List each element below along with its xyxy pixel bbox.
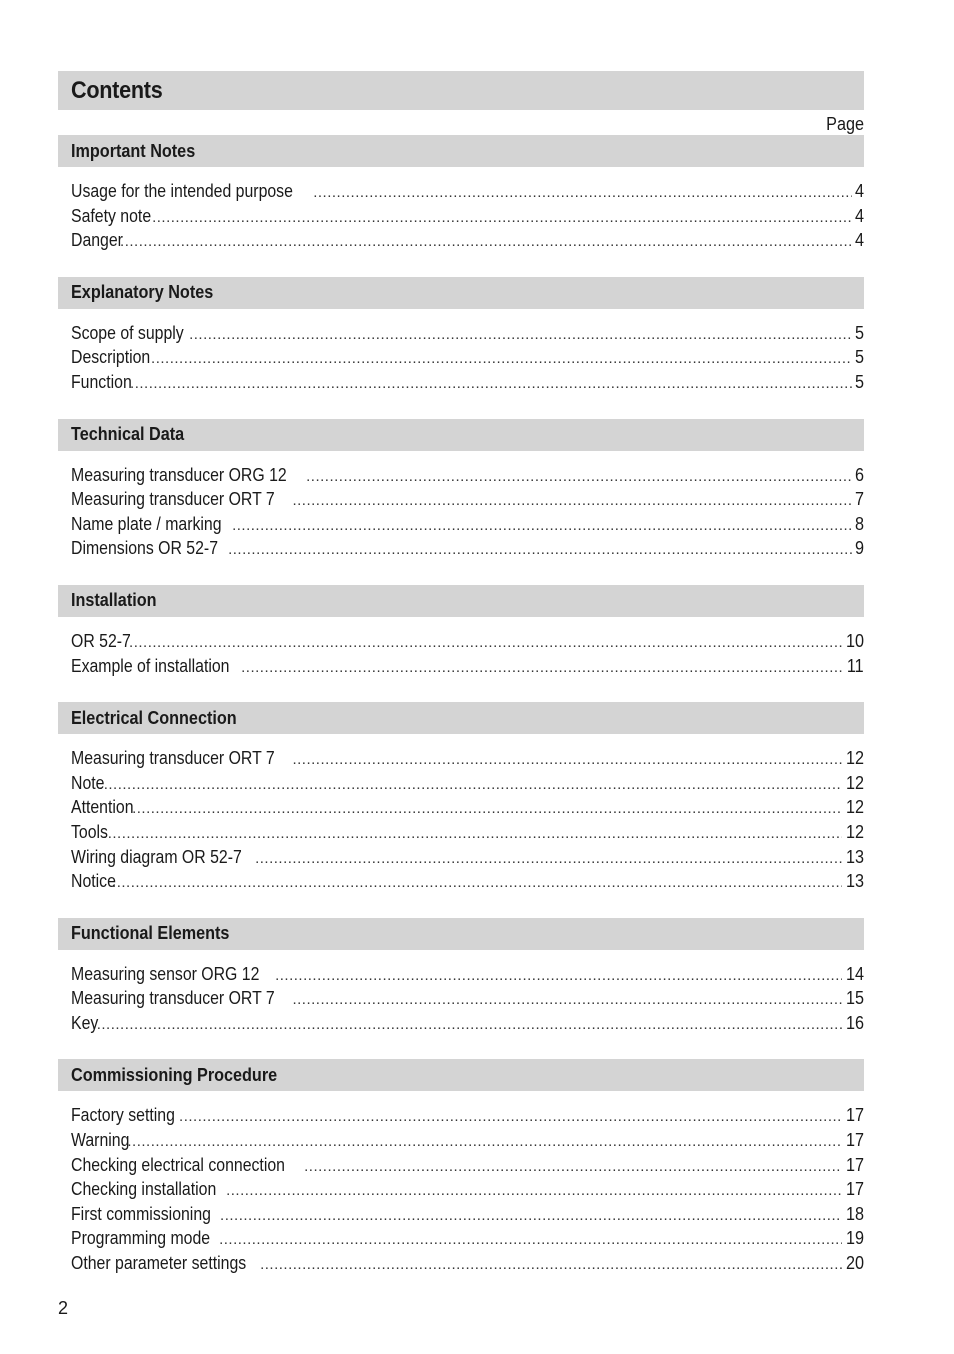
toc-entry-label: Programming mode (71, 1228, 211, 1249)
toc-entry[interactable] (58, 1202, 864, 1227)
toc-section (58, 277, 864, 395)
dot-leader (292, 988, 842, 1013)
section-heading: Technical Data (71, 424, 185, 445)
section-heading: Electrical Connection (71, 707, 237, 728)
toc-section (58, 702, 864, 894)
toc-entry-label: Danger (71, 230, 123, 251)
toc-entry-page: 17 (845, 1130, 864, 1151)
dot-leader (103, 822, 842, 847)
dot-leader (306, 465, 852, 490)
toc-entry[interactable] (58, 370, 864, 395)
toc-entry[interactable] (58, 345, 864, 370)
toc-entry[interactable] (58, 1251, 864, 1276)
toc-entry[interactable] (58, 179, 864, 204)
dot-leader (292, 748, 842, 773)
toc-entry-label: Dimensions OR 52-7 (71, 538, 219, 559)
section-heading-bar (58, 135, 864, 167)
toc-entry-page: 4 (854, 230, 864, 251)
dot-leader (112, 871, 842, 896)
toc-entry-label: Example of installation (71, 655, 230, 676)
toc-entry[interactable] (58, 1153, 864, 1178)
dot-leader (275, 964, 842, 989)
dot-leader (220, 1204, 842, 1229)
section-heading-bar (58, 585, 864, 617)
toc-entry[interactable] (58, 845, 864, 870)
toc-section (58, 419, 864, 561)
toc-entry-page: 5 (854, 371, 864, 392)
dot-leader (127, 1130, 842, 1155)
toc-entry[interactable] (58, 487, 864, 512)
dot-leader (226, 1179, 842, 1204)
dot-leader (241, 656, 843, 681)
toc-entry-label: Scope of supply (71, 322, 184, 343)
toc-entry-page: 17 (845, 1154, 864, 1175)
dot-leader (179, 1105, 842, 1130)
toc-entry-label: First commissioning (71, 1203, 211, 1224)
dot-leader (228, 538, 852, 563)
toc-section (58, 585, 864, 678)
dot-leader (129, 631, 842, 656)
toc-entry[interactable] (58, 771, 864, 796)
section-heading-bar (58, 918, 864, 950)
toc-entry-label: Wiring diagram OR 52-7 (71, 846, 242, 867)
toc-entry-label: Factory setting (71, 1105, 175, 1126)
toc-entry[interactable] (58, 1011, 864, 1036)
page-number: 2 (58, 1298, 69, 1318)
toc-entry-label: Tools (71, 821, 108, 842)
toc-entry-label: Checking installation (71, 1179, 217, 1200)
toc-entry-page: 19 (845, 1228, 864, 1249)
dot-leader (260, 1253, 842, 1278)
toc-entry-label: Safety note (71, 205, 152, 226)
toc-entry[interactable] (58, 746, 864, 771)
dot-leader (189, 323, 852, 348)
toc-entry-label: Usage for the intended purpose (71, 181, 293, 201)
toc-entry-label: Measuring transducer ORT 7 (71, 988, 275, 1009)
section-heading-bar (58, 1059, 864, 1091)
page-column-label: Page (826, 114, 864, 134)
toc-entry-label: Measuring transducer ORT 7 (71, 748, 275, 769)
section-heading: Commissioning Procedure (71, 1064, 278, 1085)
dot-leader (152, 206, 852, 231)
dot-leader (304, 1155, 842, 1180)
toc-entry[interactable] (58, 536, 864, 561)
dot-leader (255, 847, 842, 872)
section-heading: Installation (71, 590, 157, 611)
toc-entry-label: Note (71, 772, 105, 793)
dot-leader (219, 1228, 842, 1253)
contents-page (58, 71, 864, 1300)
toc-entry[interactable] (58, 1103, 864, 1128)
dot-leader (292, 489, 852, 514)
toc-entry-page: 7 (854, 489, 864, 510)
toc-entry[interactable] (58, 869, 864, 894)
toc-entry-label: Other parameter settings (71, 1253, 247, 1274)
toc-entry-label: Key (71, 1012, 99, 1033)
dot-leader (120, 230, 852, 255)
toc-entry-page: 12 (845, 821, 864, 842)
toc-entry[interactable] (58, 820, 864, 845)
toc-entry-page: 12 (845, 772, 864, 793)
section-heading: Explanatory Notes (71, 282, 214, 303)
toc-entry-label: Measuring sensor ORG 12 (71, 963, 260, 984)
section-heading-bar (58, 277, 864, 309)
toc-section (58, 1059, 864, 1275)
section-heading: Functional Elements (71, 923, 230, 944)
toc-entry-page: 13 (845, 846, 864, 867)
dot-leader (99, 773, 842, 798)
toc-entry-label: Attention (71, 797, 134, 818)
toc-entry[interactable] (58, 204, 864, 229)
dot-leader (232, 514, 852, 539)
title-bar (58, 71, 864, 110)
toc-entry[interactable] (58, 1177, 864, 1202)
toc-entry-label: Measuring transducer ORG 12 (71, 464, 287, 485)
toc-entry-page: 17 (845, 1179, 864, 1200)
toc-section (58, 135, 864, 253)
toc-entry-page: 12 (845, 748, 864, 769)
toc-entry[interactable] (58, 654, 864, 679)
toc-entry-page: 13 (845, 871, 864, 892)
toc-entry-page: 5 (854, 322, 864, 343)
toc-entry-page: 8 (854, 513, 864, 534)
dot-leader (132, 797, 842, 822)
toc-entry[interactable] (58, 463, 864, 488)
section-heading-bar (58, 702, 864, 734)
toc-entry[interactable] (58, 1226, 864, 1251)
toc-entry-page: 17 (845, 1105, 864, 1126)
toc-entry-page: 14 (845, 963, 864, 984)
toc-section (58, 918, 864, 1036)
toc-entry[interactable] (58, 986, 864, 1011)
toc-entry-page: 10 (845, 630, 864, 651)
toc-entry[interactable] (58, 512, 864, 537)
toc-entry[interactable] (58, 321, 864, 346)
toc-entry-page: 20 (845, 1253, 864, 1274)
toc-entry-page: 15 (845, 988, 864, 1009)
toc-entry-page: 12 (845, 797, 864, 818)
dot-leader (92, 1013, 842, 1038)
dot-leader (313, 181, 852, 206)
page-title: Contents (71, 76, 163, 104)
section-heading-bar (58, 419, 864, 451)
dot-leader (130, 372, 852, 397)
toc-entry-label: Checking electrical connection (71, 1154, 285, 1175)
toc-sections (58, 135, 864, 1276)
toc-entry-page: 18 (845, 1203, 864, 1224)
toc-entry[interactable] (58, 962, 864, 987)
toc-entry-label: Measuring transducer ORT 7 (71, 489, 275, 510)
toc-entry-label: Description (71, 347, 151, 368)
toc-entry[interactable] (58, 1128, 864, 1153)
toc-entry-page: 4 (854, 181, 864, 201)
toc-entry-page: 11 (847, 655, 864, 676)
dot-leader (151, 347, 852, 372)
toc-entry[interactable] (58, 629, 864, 654)
toc-entry-label: Function (71, 371, 132, 392)
toc-entry[interactable] (58, 228, 864, 253)
section-heading: Important Notes (71, 140, 196, 161)
toc-entry-label: Name plate / marking (71, 513, 222, 534)
toc-entry-label: OR 52-7 (71, 630, 131, 651)
toc-entry-page: 5 (854, 347, 864, 368)
toc-entry-label: Warning (71, 1130, 130, 1151)
toc-entry-label: Notice (71, 871, 116, 892)
toc-entry-page: 9 (854, 538, 864, 559)
toc-entry-page: 4 (854, 205, 864, 226)
toc-entry-page: 16 (845, 1012, 864, 1033)
toc-entry-page: 6 (854, 464, 864, 485)
toc-entry[interactable] (58, 795, 864, 820)
